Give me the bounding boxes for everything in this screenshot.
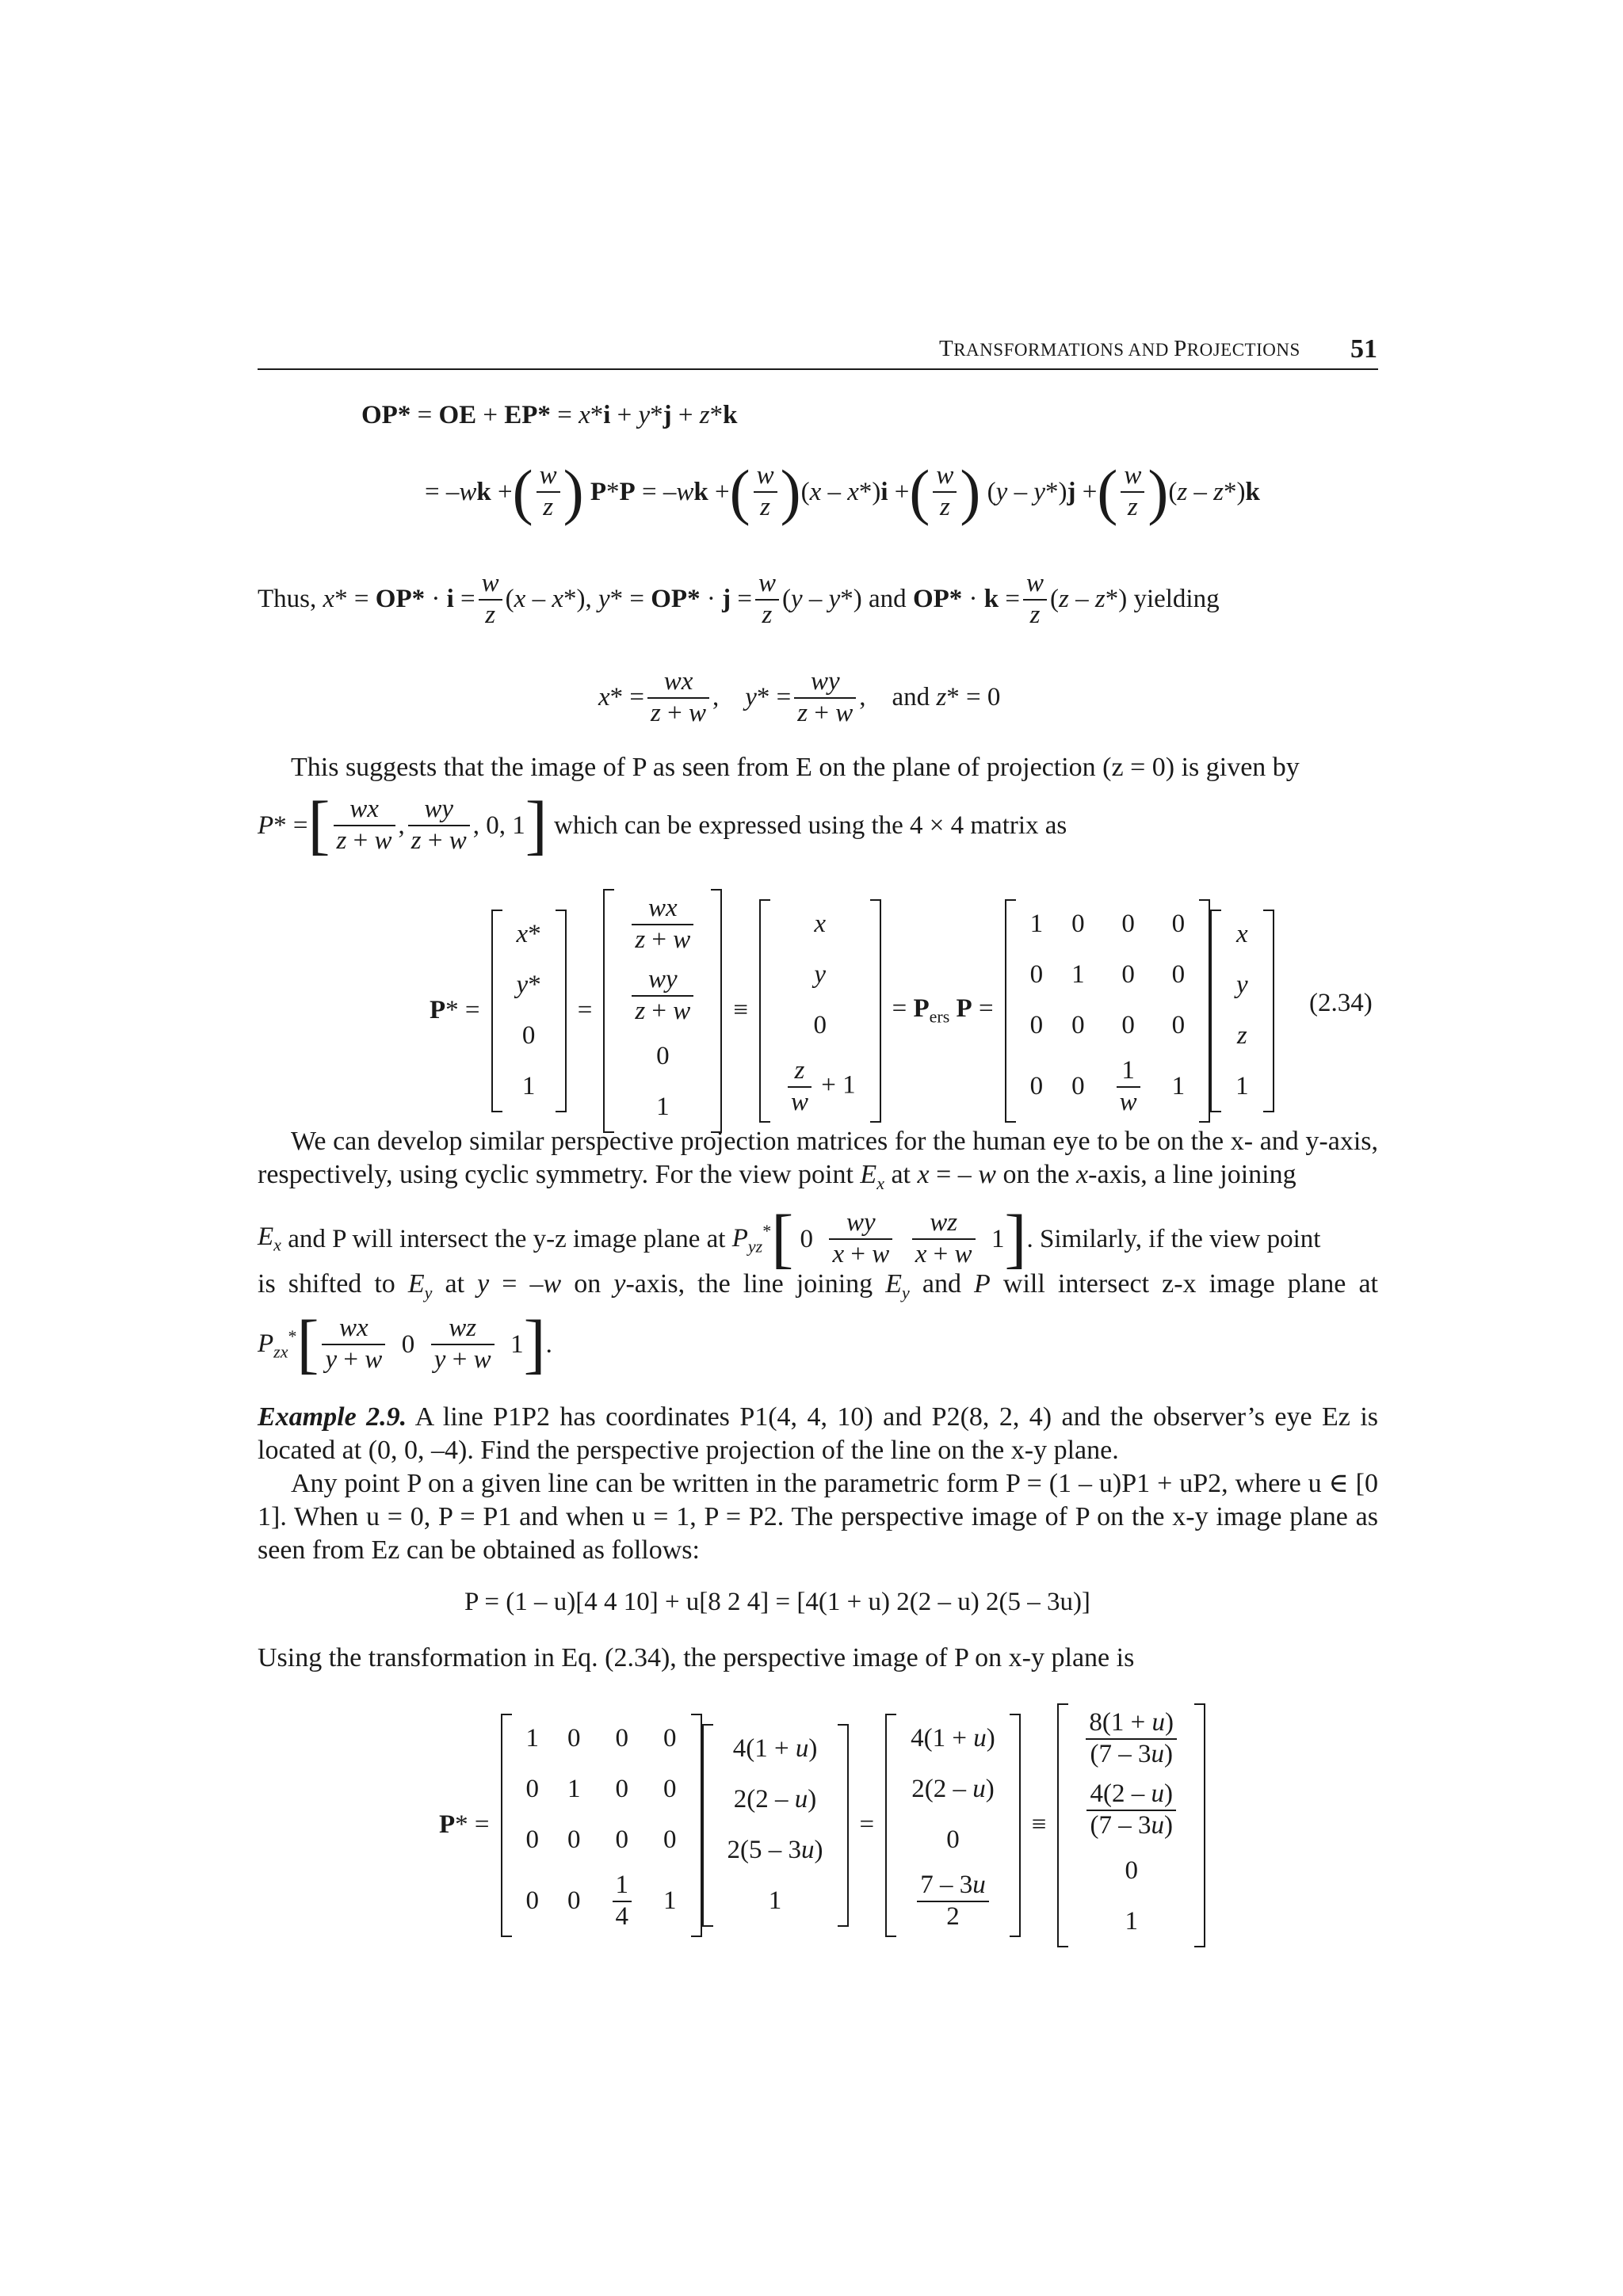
matrix-result: 4(1 + u) 2(2 – u) 0 $\frac{7 - 3u}{2}$ [885, 1714, 1021, 1937]
thus-word: Thus, [258, 585, 317, 614]
matrix-pers-w4: 1 0 0 0 0 1 0 0 0 0 0 0 0 0 $\frac{1}{4}$ 1 [501, 1714, 702, 1937]
equation-op: OP* = OE + EP* = x*i + y*j + z*k [361, 401, 738, 429]
paragraph-suggests: This suggests that the image of P as seen from E on the plane of projection (z = 0) is given by [291, 753, 1300, 782]
example-2-9 [258, 1401, 1378, 1467]
equation-final: P* = 1 0 0 0 0 1 0 0 0 0 0 0 0 0 $\frac{1}{4}$ 1 4(1 + u) 2(2 – u) 2(5 – 3u) 1 = 4(1 + u) 2(2 – u) 0 $\frac{7 - 3u}{2}$ ≡ $\frac{8(1 + u)}{(7 - 3u)}$ $\frac{4(2 - u)}{(7 - 3u)}$ 0 1 [428, 1703, 1205, 1947]
paragraph-develop-text: We can develop similar perspective projection matrices for the human eye to be on the x- and y-axis, respectively, using cyclic symmetry. For the view point [258, 1127, 1378, 1189]
matrix-param: 4(1 + u) 2(2 – u) 2(5 – 3u) 1 [702, 1724, 849, 1927]
equation-op-expansion: = –wk + ( $\frac{w}{z}$ ) P*P = –wk + ( $\frac{w}{z}$ ) (x – x*)i + ( $\frac{w}{z}$ ) (y – y*)j + ( $\frac{w}{z}$ ) (z – z*)k [425, 457, 1260, 526]
paragraph-develop-line5: $P_{zx}^*$ [ $\frac{wx}{y + w}$ 0 $\frac{wz}{y + w}$ 1 ] . [258, 1307, 552, 1381]
equation-parametric: P = (1 – u)[4 4 10] + u[8 2 4] = [4(1 + u) 2(2 – u) 2(5 – 3u)] [464, 1588, 1090, 1616]
equation-2-34: P* = x* y* 0 1 = $\frac{wx}{z + w}$ $\frac{wy}{z + w}$ 0 1 ≡ x y 0 $\frac{z}{w}$ + 1 = $P_{ers}$ P = 1 0 0 0 0 1 0 0 0 0 0 0 0 0 $\frac{1}{w}$ 1 x y z 1 [418, 889, 1274, 1133]
example-label: Example 2.9. [258, 1402, 407, 1432]
yielding-word: yielding [1133, 585, 1220, 614]
matrix-xyz: x y z 1 [1210, 910, 1274, 1112]
running-title: P [1174, 336, 1187, 361]
thus-line: Thus, x* = OP* · i = $\frac{w}{z}$ (x – x*), y* = OP* · j = $\frac{w}{z}$ (y – y*) and OP* · k = $\frac{w}{z}$ (z – z*) yielding [258, 569, 1220, 629]
matrix-homogeneous: x y 0 $\frac{z}{w}$ + 1 [759, 899, 881, 1123]
header-rule [258, 368, 1378, 370]
running-header [939, 336, 1300, 362]
page-number: 51 [1350, 334, 1377, 364]
matrix-pers: 1 0 0 0 0 1 0 0 0 0 0 0 0 0 $\frac{1}{w}$ 1 [1005, 899, 1211, 1123]
equation-xyz-star: x* = $\frac{wx}{z + w}$ , y* = $\frac{wy}{z + w}$ , and z* = 0 [598, 667, 1001, 727]
running-title: T [939, 336, 954, 361]
matrix-p-star: x* y* 0 1 [491, 910, 567, 1112]
paragraph-suggests-tail: which can be expressed using the 4 × 4 matrix as [553, 810, 1067, 840]
matrix-normalized: $\frac{8(1 + u)}{(7 - 3u)}$ $\frac{4(2 - u)}{(7 - 3u)}$ 0 1 [1057, 1703, 1205, 1947]
paragraph-using: Using the transformation in Eq. (2.34), the perspective image of P on x-y plane is [258, 1643, 1135, 1672]
paragraph-develop-text: will intersect z-x image plane at [1002, 1269, 1378, 1299]
paragraph-develop-text: is shifted to [258, 1269, 395, 1299]
paragraph-develop-line3: $E_x$ and P will intersect the y-z image plane at $P_{yz}^*$ [ 0 $\frac{wy}{x + w}$ $\frac{wz}{x + w}$ 1 ] . Similarly, if the view point [258, 1202, 1321, 1276]
matrix-p-star-fractions: $\frac{wx}{z + w}$ $\frac{wy}{z + w}$ 0 1 [603, 889, 722, 1133]
paragraph-develop-line4: is shifted to $E_y$ at y = –w on y-axis, the line joining $E_y$ and P will intersect z-x image plane at [258, 1269, 1378, 1302]
paragraph-develop-text: . Similarly, if the view point [1026, 1224, 1321, 1253]
running-title: ROJECTIONS [1186, 340, 1300, 360]
paragraph-any-point: Any point P on a given line can be written in the parametric form P = (1 – u)P1 + uP2, where u ∈ [0 1]. When u = 0, P = P1 and when u = 1, P = P2. The perspective image of P on the x-y image plane as seen from Ez can be obtained as follows: [258, 1469, 1378, 1565]
paragraph-develop: We can develop similar perspective projection matrices for the human eye to be on the x- and y-axis, respectively, using cyclic symmetry. For the view point $E_x$ at x = – w on the x-axis, a line joining [258, 1127, 1378, 1193]
running-title: RANSFORMATIONS AND [953, 340, 1174, 360]
paragraph-develop-text: and P will intersect the y-z image plane at [288, 1224, 726, 1253]
example-text: A line P1P2 has coordinates P1(4, 4, 10) and P2(8, 2, 4) and the observer’s eye Ez is located at (0, 0, –4). Find the perspective projection of the line on the x-y plane. [258, 1402, 1379, 1465]
equation-p-star-row: P* = [ $\frac{wx}{z + w}$ , $\frac{wy}{z + w}$ , 0, 1 ] which can be expressed using the 4 × 4 matrix as [258, 788, 1067, 862]
equation-number: (2.34) [1309, 989, 1373, 1017]
